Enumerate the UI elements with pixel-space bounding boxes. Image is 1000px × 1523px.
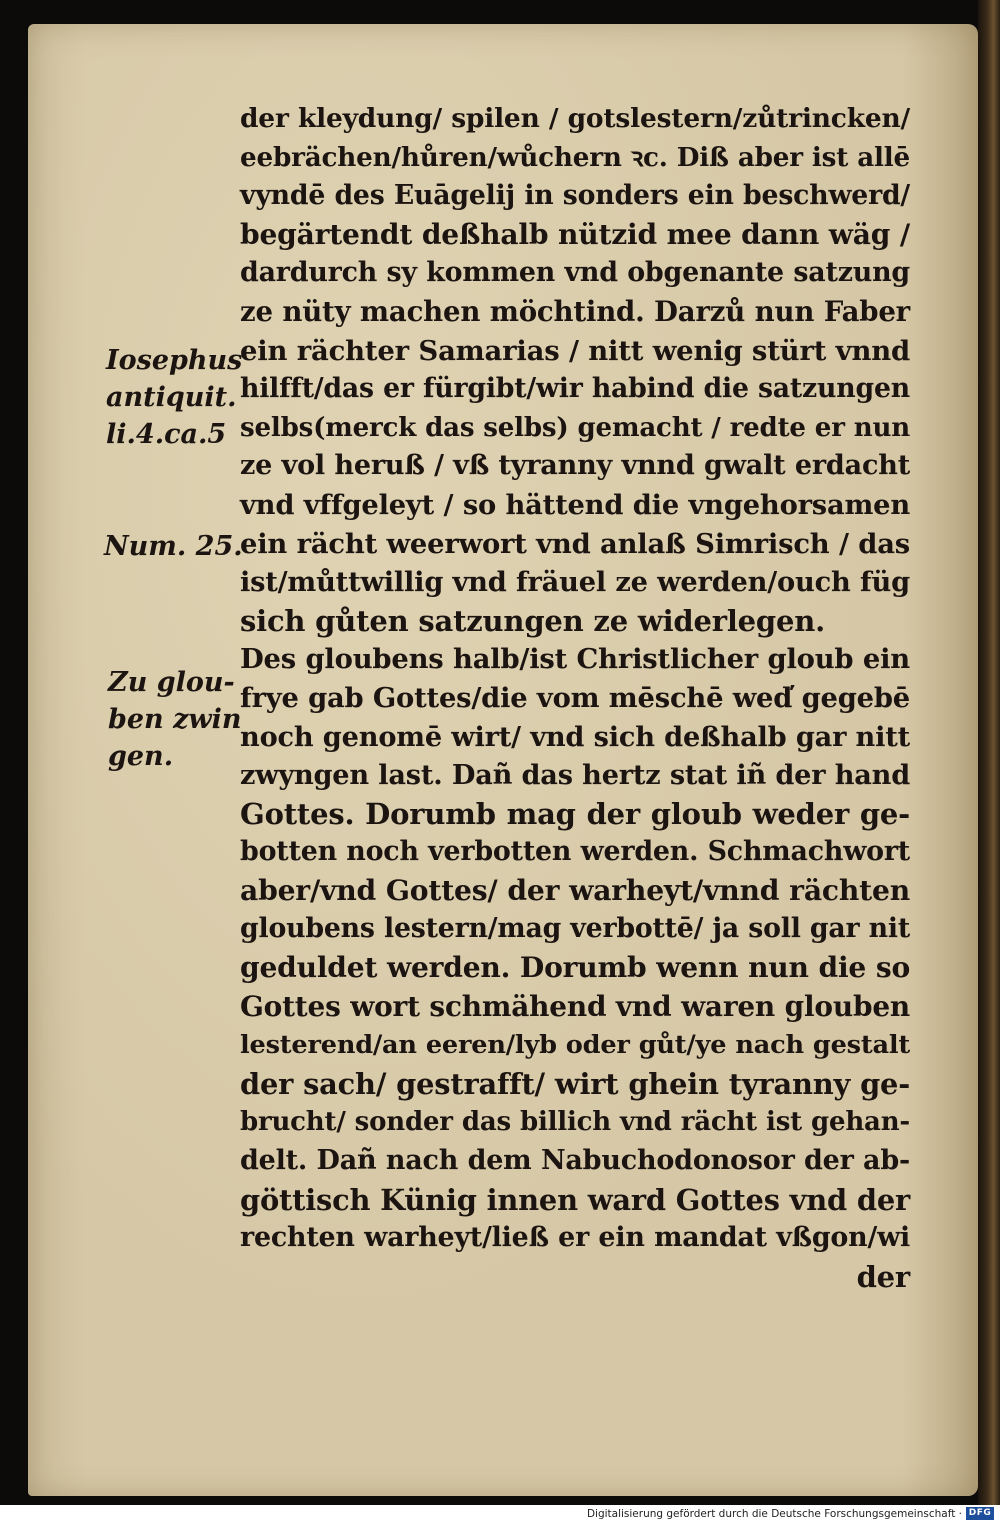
margin-note-line: Zu glou- xyxy=(108,667,235,698)
footer-bar xyxy=(0,1505,1000,1523)
text-line: sich gůten satzungen ze widerlegen. xyxy=(240,603,826,638)
text-line: frye gab Gottes/die vom mēschē wed̕ gegebē xyxy=(240,681,910,714)
text-line: begärtendt deßhalb nützid mee dann wäg / xyxy=(240,217,910,251)
text-line: geduldet werden. Dorumb wenn nun die so xyxy=(240,951,910,985)
text-line: vnd vffgeleyt / so hättend die vngehorsamen xyxy=(240,488,910,521)
text-line: ist/můttwillig vnd fräuel ze werden/ouch füg xyxy=(240,566,910,599)
margin-note-line: gen. xyxy=(108,741,174,772)
margin-note-line: antiquit. xyxy=(106,382,237,413)
margin-note-line: li.4.ca.5 xyxy=(106,419,227,450)
text-line: rechten warheyt/ließ er ein mandat vßgon/wi xyxy=(240,1222,910,1254)
text-line: vyndē des Euāgelij in sonders ein beschwerd/ xyxy=(240,180,910,212)
book-edge xyxy=(978,0,1000,1505)
text-line: Des gloubens halb/ist Christlicher gloub ein xyxy=(240,643,910,676)
text-line: eebrächen/hůren/wůchern ꝛc. Diß aber ist allē xyxy=(240,141,910,173)
dfg-logo-icon: DFG xyxy=(966,1507,994,1520)
text-line: botten noch verbotten werden. Schmachwort xyxy=(240,836,910,868)
text-line: der kleydung/ spilen / gotslestern/zůtrincken/ xyxy=(240,103,910,134)
text-line: Gottes. Dorumb mag der gloub weder ge- xyxy=(240,796,910,831)
text-line: zwyngen last. Dañ das hertz stat iñ der hand xyxy=(240,759,910,792)
text-line: noch genomē wirt/ vnd sich deßhalb gar nitt xyxy=(240,720,910,753)
text-line: selbs(merck das selbs) gemacht / redte er nun xyxy=(240,412,910,443)
text-line: brucht/ sonder das billich vnd rächt ist gehan- xyxy=(240,1107,910,1138)
text-line: lesterend/an eeren/lyb oder gůt/ye nach gestalt xyxy=(240,1030,910,1061)
margin-note-line: ben zwin xyxy=(108,704,242,735)
text-line: aber/vnd Gottes/ der warheyt/vnnd rächten xyxy=(240,873,910,907)
funding-credit: Digitalisierung gefördert durch die Deutsche Forschungsgemeinschaft · xyxy=(586,1508,962,1520)
text-line: ze nüty machen möchtind. Darzů nun Faber xyxy=(240,294,910,328)
margin-note-zu-glouben xyxy=(108,664,242,775)
text-line: göttisch Künig innen ward Gottes vnd der xyxy=(240,1182,910,1217)
body-text xyxy=(240,100,910,1296)
margin-note-line: Num. 25. xyxy=(104,531,243,562)
catchword: der xyxy=(856,1259,910,1294)
margin-note-line: Iosephus xyxy=(106,345,243,376)
text-line: dardurch sy kommen vnd obgenante satzung xyxy=(240,257,910,289)
text-line: delt. Dañ nach dem Nabuchodonosor der ab- xyxy=(240,1145,910,1177)
text-line: Gottes wort schmähend vnd waren glouben xyxy=(240,989,910,1023)
margin-note-josephus xyxy=(106,342,242,453)
text-line: ein rächter Samarias / nitt wenig stürt vnnd xyxy=(240,334,910,367)
text-line: hilfft/das er fürgibt/wir habind die satzungen xyxy=(240,373,910,405)
text-line: gloubens lestern/mag verbottē/ ja soll gar nit xyxy=(240,913,910,945)
text-line: ze vol heruß / vß tyranny vnnd gwalt erdacht xyxy=(240,450,910,482)
margin-note-numbers xyxy=(104,528,243,565)
text-line: der sach/ gestrafft/ wirt ghein tyranny ge- xyxy=(240,1066,910,1101)
text-line: ein rächt weerwort vnd anlaß Simrisch / das xyxy=(240,527,910,560)
